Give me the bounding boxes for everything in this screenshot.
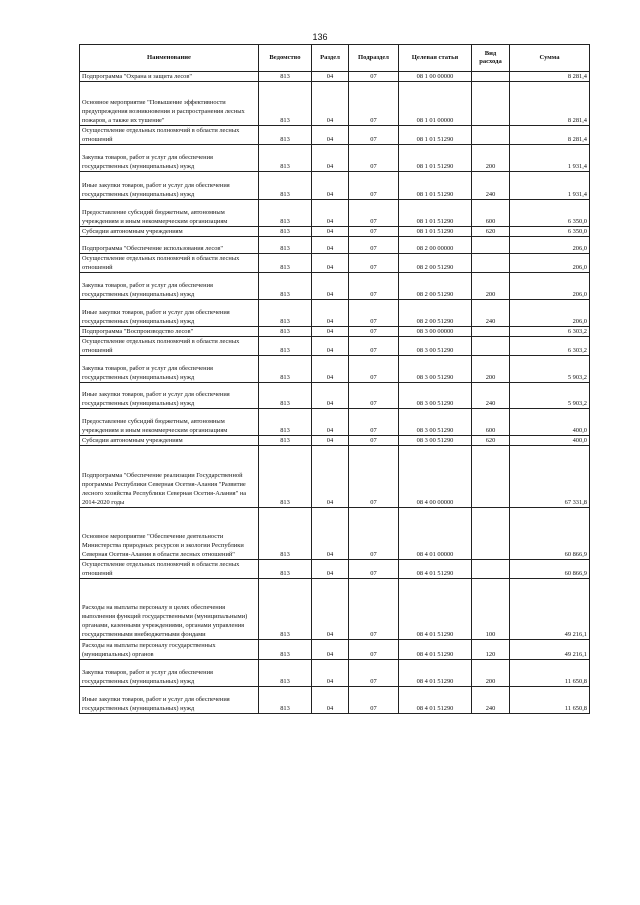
cell-amount: 206,0	[510, 300, 590, 327]
table-row	[80, 660, 590, 687]
cell-subsection: 07	[349, 436, 399, 446]
cell-name: Подпрограмма "Обеспечение реализации Государственной программы Республики Северная Осетия-Алания "Развитие лесного хозяйства Республики Северная Осетия-Алания" на 2014-2020 годы	[80, 446, 259, 508]
cell-name: Подпрограмма "Обеспечение использования лесов"	[80, 237, 259, 254]
cell-department: 813	[259, 200, 312, 227]
table-row	[80, 200, 590, 227]
cell-section: 04	[312, 254, 349, 273]
cell-amount: 400,0	[510, 409, 590, 436]
cell-amount: 8 281,4	[510, 82, 590, 126]
cell-subsection: 07	[349, 409, 399, 436]
cell-section: 04	[312, 356, 349, 383]
cell-expense-type: 240	[472, 687, 510, 714]
cell-name: Закупка товаров, работ и услуг для обеспечения государственных (муниципальных) нужд	[80, 273, 259, 300]
cell-expense-type: 240	[472, 172, 510, 200]
cell-subsection: 07	[349, 126, 399, 145]
cell-expense-type	[472, 446, 510, 508]
cell-section: 04	[312, 72, 349, 82]
cell-subsection: 07	[349, 254, 399, 273]
cell-department: 813	[259, 254, 312, 273]
cell-amount: 5 903,2	[510, 356, 590, 383]
cell-amount: 5 903,2	[510, 383, 590, 409]
cell-expense-type: 240	[472, 300, 510, 327]
cell-name: Субсидии автономным учреждениям	[80, 227, 259, 237]
cell-target-item: 08 4 01 51290	[399, 579, 472, 640]
cell-subsection: 07	[349, 560, 399, 579]
cell-department: 813	[259, 508, 312, 560]
cell-department: 813	[259, 356, 312, 383]
cell-section: 04	[312, 82, 349, 126]
cell-section: 04	[312, 687, 349, 714]
cell-subsection: 07	[349, 687, 399, 714]
cell-department: 813	[259, 72, 312, 82]
cell-amount: 1 931,4	[510, 145, 590, 172]
cell-subsection: 07	[349, 508, 399, 560]
table-row	[80, 327, 590, 337]
cell-department: 813	[259, 172, 312, 200]
cell-subsection: 07	[349, 172, 399, 200]
cell-section: 04	[312, 579, 349, 640]
cell-subsection: 07	[349, 660, 399, 687]
cell-department: 813	[259, 145, 312, 172]
cell-expense-type: 200	[472, 145, 510, 172]
column-header-expense-type: Вид расхода	[472, 45, 510, 72]
cell-section: 04	[312, 560, 349, 579]
cell-target-item: 08 1 01 51290	[399, 145, 472, 172]
cell-target-item: 08 3 00 51290	[399, 383, 472, 409]
cell-name: Иные закупки товаров, работ и услуг для обеспечения государственных (муниципальных) нужд	[80, 172, 259, 200]
cell-target-item: 08 4 01 00000	[399, 508, 472, 560]
cell-target-item: 08 2 00 51290	[399, 273, 472, 300]
column-header-name: Наименование	[80, 45, 259, 72]
cell-name: Основное мероприятие "Повышение эффективности предупреждения возникновения и распространения лесных пожаров, а также их тушение"	[80, 82, 259, 126]
cell-department: 813	[259, 409, 312, 436]
cell-amount: 60 866,9	[510, 508, 590, 560]
cell-section: 04	[312, 640, 349, 660]
table-row	[80, 227, 590, 237]
cell-subsection: 07	[349, 72, 399, 82]
cell-target-item: 08 1 01 51290	[399, 172, 472, 200]
cell-target-item: 08 1 01 51290	[399, 126, 472, 145]
column-header-department: Ведомство	[259, 45, 312, 72]
cell-name: Осуществление отдельных полномочий в области лесных отношений	[80, 254, 259, 273]
cell-expense-type: 240	[472, 383, 510, 409]
cell-name: Подпрограмма "Воспроизводство лесов"	[80, 327, 259, 337]
cell-expense-type	[472, 560, 510, 579]
cell-amount: 6 350,0	[510, 227, 590, 237]
cell-target-item: 08 3 00 51290	[399, 356, 472, 383]
cell-amount: 6 350,0	[510, 200, 590, 227]
cell-subsection: 07	[349, 327, 399, 337]
table-row	[80, 560, 590, 579]
cell-expense-type: 120	[472, 640, 510, 660]
cell-expense-type	[472, 72, 510, 82]
cell-section: 04	[312, 172, 349, 200]
cell-subsection: 07	[349, 356, 399, 383]
cell-target-item: 08 1 00 00000	[399, 72, 472, 82]
cell-amount: 11 650,8	[510, 687, 590, 714]
column-header-amount: Сумма	[510, 45, 590, 72]
cell-amount: 206,0	[510, 273, 590, 300]
cell-target-item: 08 4 00 00000	[399, 446, 472, 508]
cell-name: Осуществление отдельных полномочий в области лесных отношений	[80, 337, 259, 356]
cell-department: 813	[259, 82, 312, 126]
cell-department: 813	[259, 337, 312, 356]
cell-name: Подпрограмма "Охрана и защита лесов"	[80, 72, 259, 82]
cell-name: Основное мероприятие "Обеспечение деятельности Министерства природных ресурсов и экологии Республики Северная Осетия-Алания в области лесных отношений"	[80, 508, 259, 560]
cell-target-item: 08 3 00 51290	[399, 337, 472, 356]
cell-amount: 67 331,8	[510, 446, 590, 508]
cell-target-item: 08 2 00 51290	[399, 300, 472, 327]
cell-department: 813	[259, 237, 312, 254]
table-row	[80, 72, 590, 82]
cell-amount: 60 866,9	[510, 560, 590, 579]
cell-amount: 6 303,2	[510, 337, 590, 356]
cell-section: 04	[312, 508, 349, 560]
column-header-section: Раздел	[312, 45, 349, 72]
cell-department: 813	[259, 273, 312, 300]
cell-expense-type: 600	[472, 409, 510, 436]
cell-amount: 49 216,1	[510, 579, 590, 640]
table-row	[80, 356, 590, 383]
cell-target-item: 08 4 01 51290	[399, 687, 472, 714]
cell-target-item: 08 1 01 00000	[399, 82, 472, 126]
cell-section: 04	[312, 200, 349, 227]
cell-expense-type: 600	[472, 200, 510, 227]
table-row	[80, 82, 590, 126]
cell-section: 04	[312, 409, 349, 436]
cell-section: 04	[312, 383, 349, 409]
table-body	[80, 72, 590, 714]
cell-department: 813	[259, 300, 312, 327]
cell-target-item: 08 1 01 51290	[399, 227, 472, 237]
cell-amount: 206,0	[510, 254, 590, 273]
cell-target-item: 08 3 00 51290	[399, 436, 472, 446]
cell-section: 04	[312, 446, 349, 508]
cell-name: Предоставление субсидий бюджетным, автономным учреждениям и иным некоммерческим организациям	[80, 200, 259, 227]
cell-name: Закупка товаров, работ и услуг для обеспечения государственных (муниципальных) нужд	[80, 660, 259, 687]
cell-section: 04	[312, 237, 349, 254]
cell-subsection: 07	[349, 337, 399, 356]
table-row	[80, 273, 590, 300]
cell-department: 813	[259, 327, 312, 337]
cell-section: 04	[312, 660, 349, 687]
table-row	[80, 436, 590, 446]
cell-name: Иные закупки товаров, работ и услуг для обеспечения государственных (муниципальных) нужд	[80, 300, 259, 327]
cell-subsection: 07	[349, 383, 399, 409]
cell-name: Осуществление отдельных полномочий в области лесных отношений	[80, 126, 259, 145]
cell-expense-type	[472, 254, 510, 273]
cell-section: 04	[312, 145, 349, 172]
cell-section: 04	[312, 327, 349, 337]
cell-department: 813	[259, 227, 312, 237]
cell-expense-type: 200	[472, 273, 510, 300]
cell-subsection: 07	[349, 227, 399, 237]
cell-amount: 11 650,8	[510, 660, 590, 687]
cell-department: 813	[259, 126, 312, 145]
cell-department: 813	[259, 383, 312, 409]
cell-expense-type: 100	[472, 579, 510, 640]
cell-amount: 6 303,2	[510, 327, 590, 337]
table-row	[80, 254, 590, 273]
cell-amount: 400,0	[510, 436, 590, 446]
table-row	[80, 409, 590, 436]
cell-department: 813	[259, 560, 312, 579]
cell-expense-type	[472, 82, 510, 126]
cell-section: 04	[312, 337, 349, 356]
table-row	[80, 446, 590, 508]
table-row	[80, 579, 590, 640]
cell-expense-type: 200	[472, 660, 510, 687]
budget-table	[79, 44, 590, 714]
cell-target-item: 08 4 01 51290	[399, 560, 472, 579]
cell-amount: 8 281,4	[510, 126, 590, 145]
cell-amount: 1 931,4	[510, 172, 590, 200]
cell-expense-type: 200	[472, 356, 510, 383]
cell-name: Иные закупки товаров, работ и услуг для обеспечения государственных (муниципальных) нужд	[80, 687, 259, 714]
cell-section: 04	[312, 300, 349, 327]
cell-department: 813	[259, 687, 312, 714]
cell-target-item: 08 1 01 51290	[399, 200, 472, 227]
cell-department: 813	[259, 640, 312, 660]
column-header-subsection: Подраздел	[349, 45, 399, 72]
cell-expense-type	[472, 327, 510, 337]
cell-section: 04	[312, 227, 349, 237]
cell-subsection: 07	[349, 273, 399, 300]
page-number: 136	[312, 32, 328, 42]
column-header-target-item: Целевая статья	[399, 45, 472, 72]
table-row	[80, 126, 590, 145]
cell-name: Предоставление субсидий бюджетным, автономным учреждениям и иным некоммерческим организациям	[80, 409, 259, 436]
cell-subsection: 07	[349, 200, 399, 227]
cell-target-item: 08 3 00 00000	[399, 327, 472, 337]
cell-name: Расходы на выплаты персоналу в целях обеспечения выполнения функций государственными (муниципальными) органами, казенными учреждениями, органами управления государственными внебюджетными фондами	[80, 579, 259, 640]
table-row	[80, 337, 590, 356]
cell-target-item: 08 4 01 51290	[399, 660, 472, 687]
cell-name: Осуществление отдельных полномочий в области лесных отношений	[80, 560, 259, 579]
cell-name: Субсидии автономным учреждениям	[80, 436, 259, 446]
cell-amount: 206,0	[510, 237, 590, 254]
cell-target-item: 08 2 00 51290	[399, 254, 472, 273]
cell-target-item: 08 4 01 51290	[399, 640, 472, 660]
cell-subsection: 07	[349, 82, 399, 126]
cell-section: 04	[312, 273, 349, 300]
cell-expense-type: 620	[472, 227, 510, 237]
table-row	[80, 145, 590, 172]
cell-name: Закупка товаров, работ и услуг для обеспечения государственных (муниципальных) нужд	[80, 356, 259, 383]
cell-section: 04	[312, 126, 349, 145]
cell-department: 813	[259, 660, 312, 687]
cell-name: Закупка товаров, работ и услуг для обеспечения государственных (муниципальных) нужд	[80, 145, 259, 172]
cell-department: 813	[259, 436, 312, 446]
cell-expense-type	[472, 237, 510, 254]
cell-department: 813	[259, 579, 312, 640]
cell-department: 813	[259, 446, 312, 508]
table-row	[80, 687, 590, 714]
table-row	[80, 300, 590, 327]
cell-expense-type	[472, 337, 510, 356]
table-row	[80, 172, 590, 200]
cell-expense-type: 620	[472, 436, 510, 446]
table-row	[80, 508, 590, 560]
table-row	[80, 640, 590, 660]
cell-subsection: 07	[349, 237, 399, 254]
cell-expense-type	[472, 126, 510, 145]
cell-amount: 8 281,4	[510, 72, 590, 82]
cell-section: 04	[312, 436, 349, 446]
cell-subsection: 07	[349, 579, 399, 640]
cell-name: Расходы на выплаты персоналу государственных (муниципальных) органов	[80, 640, 259, 660]
cell-target-item: 08 2 00 00000	[399, 237, 472, 254]
cell-name: Иные закупки товаров, работ и услуг для обеспечения государственных (муниципальных) нужд	[80, 383, 259, 409]
cell-subsection: 07	[349, 640, 399, 660]
cell-target-item: 08 3 00 51290	[399, 409, 472, 436]
cell-subsection: 07	[349, 300, 399, 327]
cell-subsection: 07	[349, 446, 399, 508]
table-header-row	[80, 45, 590, 72]
cell-amount: 49 216,1	[510, 640, 590, 660]
cell-expense-type	[472, 508, 510, 560]
table-row	[80, 383, 590, 409]
table-row	[80, 237, 590, 254]
cell-subsection: 07	[349, 145, 399, 172]
